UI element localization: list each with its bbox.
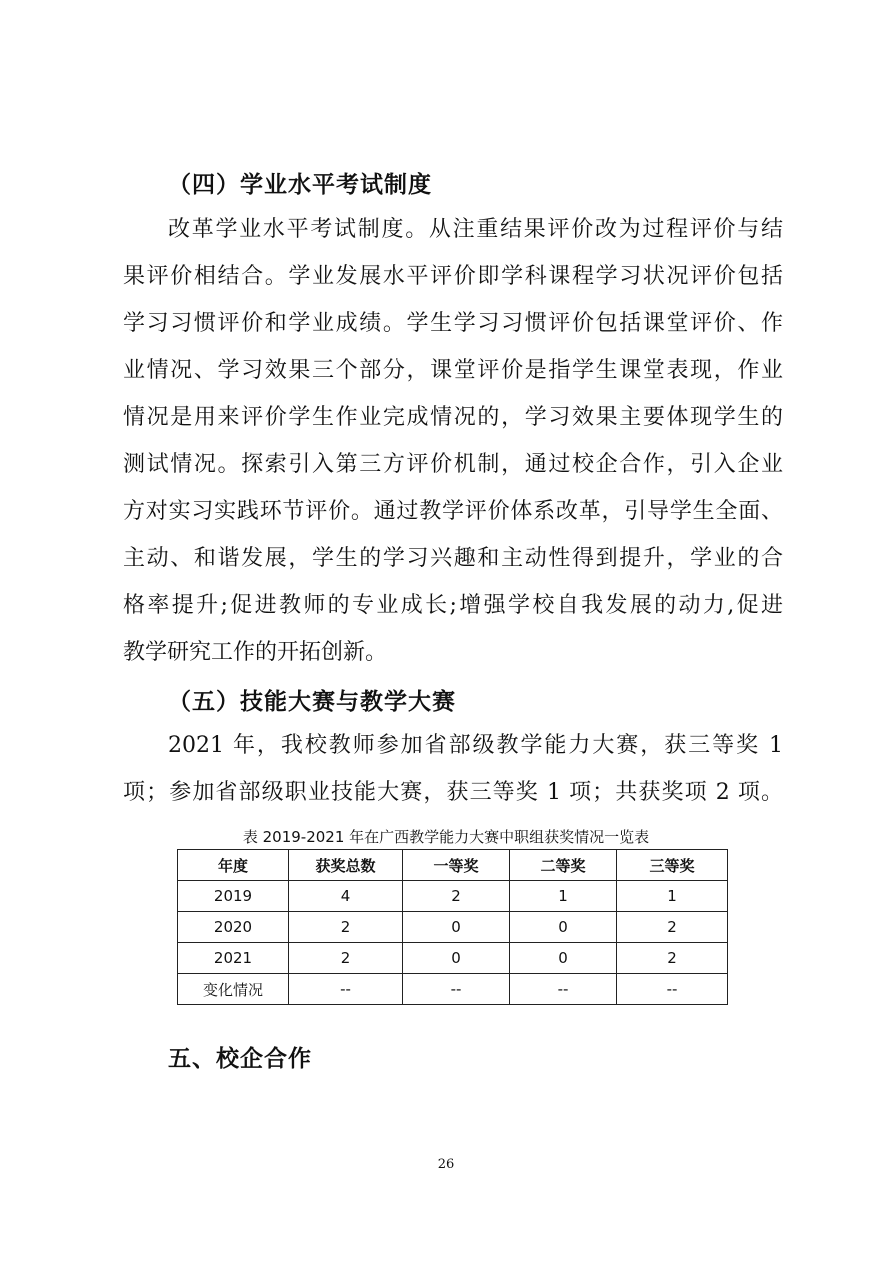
header-cell: 三等奖 bbox=[617, 850, 728, 881]
paragraph-line: 情况是用来评价学生作业完成情况的，学习效果主要体现学生的 bbox=[123, 405, 783, 430]
table-cell: 1 bbox=[617, 881, 728, 912]
paragraph-line: 2021 年，我校教师参加省部级教学能力大赛，获三等奖 1 bbox=[168, 733, 783, 758]
paragraph-line: 格率提升;促进教师的专业成长;增强学校自我发展的动力,促进 bbox=[123, 593, 783, 618]
paragraph-line: 方对实习实践环节评价。通过教学评价体系改革，引导学生全面、 bbox=[123, 499, 783, 524]
table-cell: -- bbox=[289, 974, 403, 1005]
paragraph-line: 业情况、学习效果三个部分，课堂评价是指学生课堂表现，作业 bbox=[123, 358, 783, 383]
table-cell: 0 bbox=[403, 912, 510, 943]
paragraph-competitions bbox=[123, 722, 783, 816]
table-cell: 0 bbox=[403, 943, 510, 974]
table-cell: 2 bbox=[617, 912, 728, 943]
table-cell: 4 bbox=[289, 881, 403, 912]
table-cell: -- bbox=[510, 974, 617, 1005]
page-number: 26 bbox=[437, 1157, 455, 1172]
table-cell: 变化情况 bbox=[178, 974, 289, 1005]
table-cell: 2 bbox=[289, 912, 403, 943]
table-cell: 2 bbox=[617, 943, 728, 974]
paragraph-line: 测试情况。探索引入第三方评价机制，通过校企合作，引入企业 bbox=[123, 452, 783, 477]
table-cell: 1 bbox=[510, 881, 617, 912]
table-cell: 2 bbox=[403, 881, 510, 912]
section-heading-4: （四）学业水平考试制度 bbox=[168, 172, 432, 198]
table-cell: -- bbox=[617, 974, 728, 1005]
table-row bbox=[178, 881, 728, 912]
table-row bbox=[178, 943, 728, 974]
header-cell: 获奖总数 bbox=[289, 850, 403, 881]
paragraph-line: 改革学业水平考试制度。从注重结果评价改为过程评价与结 bbox=[168, 217, 783, 242]
chapter-heading-five: 五、校企合作 bbox=[168, 1046, 312, 1072]
section-heading-5: （五）技能大赛与教学大赛 bbox=[168, 689, 456, 715]
paragraph-line: 教学研究工作的开拓创新。 bbox=[123, 640, 388, 665]
table-cell: 2020 bbox=[178, 912, 289, 943]
table-row bbox=[178, 912, 728, 943]
table-header-row bbox=[178, 850, 728, 881]
paragraph-line: 项；参加省部级职业技能大赛，获三等奖 1 项；共获奖项 2 项。 bbox=[123, 780, 783, 805]
table-cell: 0 bbox=[510, 912, 617, 943]
table-cell: 2021 bbox=[178, 943, 289, 974]
table-cell: -- bbox=[403, 974, 510, 1005]
awards-table bbox=[177, 849, 728, 1005]
paragraph-exam-system bbox=[123, 206, 783, 676]
table-cell: 2019 bbox=[178, 881, 289, 912]
table-cell: 0 bbox=[510, 943, 617, 974]
paragraph-line: 果评价相结合。学业发展水平评价即学科课程学习状况评价包括 bbox=[123, 264, 783, 289]
paragraph-line: 主动、和谐发展，学生的学习兴趣和主动性得到提升，学业的合 bbox=[123, 546, 783, 571]
paragraph-line: 学习习惯评价和学业成绩。学生学习习惯评价包括课堂评价、作 bbox=[123, 311, 783, 336]
awards-table-container bbox=[177, 849, 728, 1005]
table-caption: 表 2019-2021 年在广西教学能力大赛中职组获奖情况一览表 bbox=[242, 828, 650, 846]
table-cell: 2 bbox=[289, 943, 403, 974]
header-cell: 一等奖 bbox=[403, 850, 510, 881]
table-row bbox=[178, 974, 728, 1005]
header-cell: 年度 bbox=[178, 850, 289, 881]
header-cell: 二等奖 bbox=[510, 850, 617, 881]
